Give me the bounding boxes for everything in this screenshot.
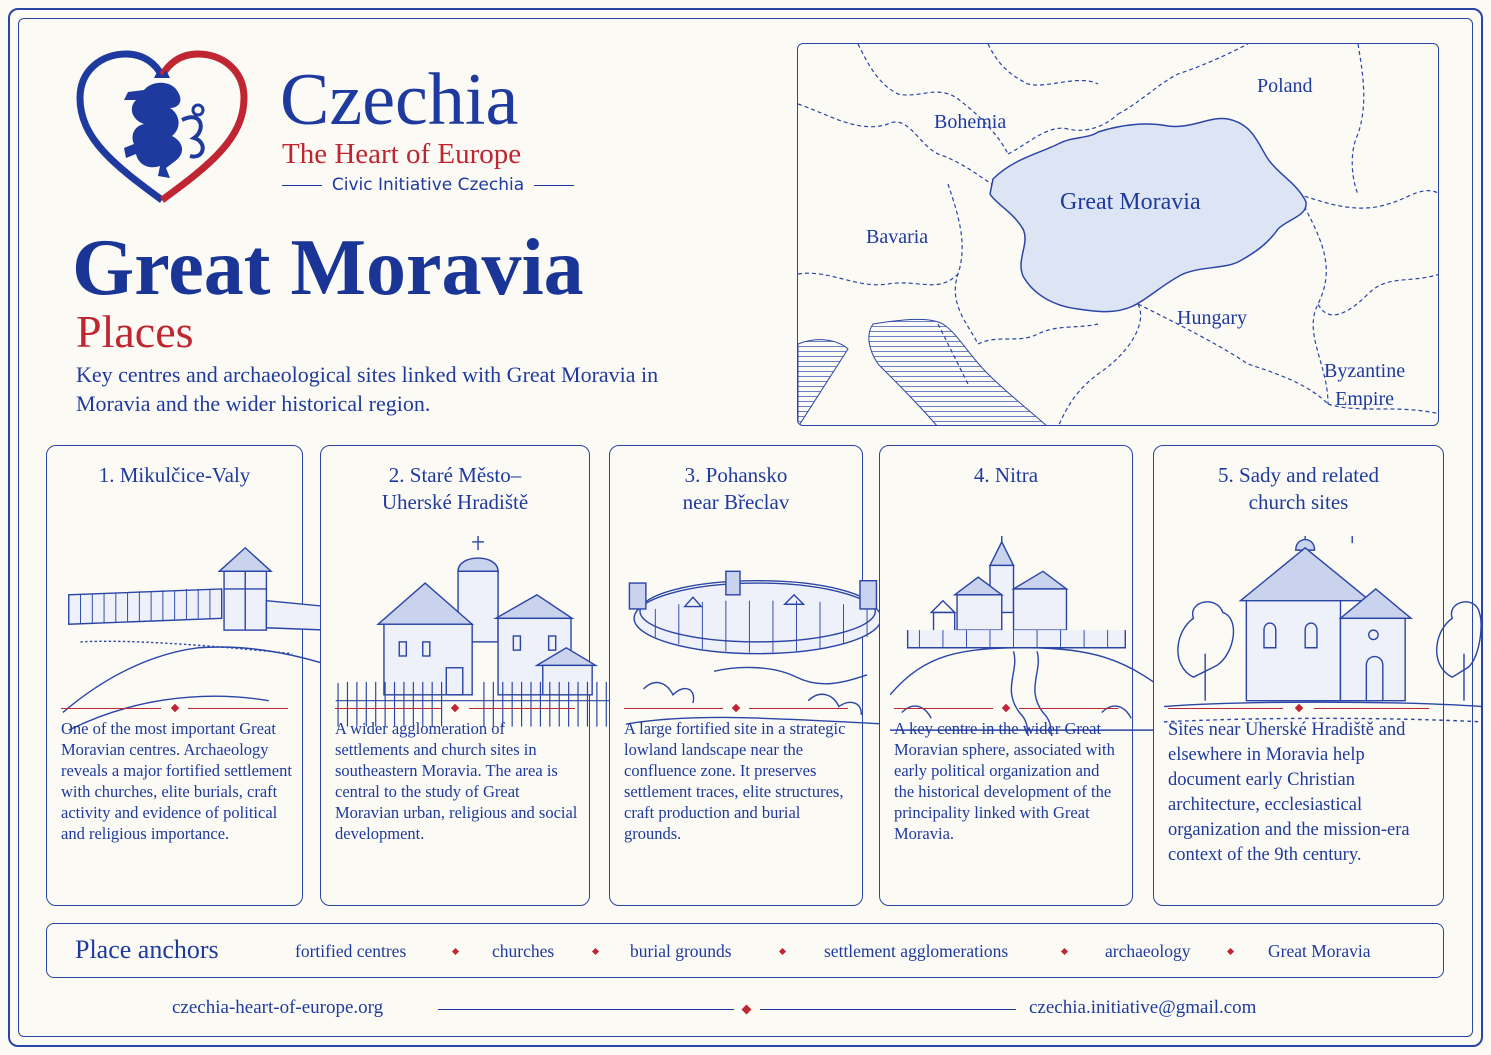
- anchor-item-churches: churches: [492, 941, 555, 961]
- place-card-title: [329, 462, 581, 516]
- place-title-line2: near Břeclav: [682, 490, 790, 514]
- place-title-line1: 4. Nitra: [973, 463, 1039, 487]
- anchor-separator: [592, 948, 599, 955]
- place-card-title: [55, 462, 294, 489]
- anchor-item-burial-grounds: burial grounds: [630, 941, 732, 961]
- card-divider: [894, 704, 1118, 714]
- page-title: Great Moravia: [72, 224, 584, 312]
- card-divider: [61, 704, 288, 714]
- org-rule-left: [282, 185, 322, 186]
- place-card-4: [879, 445, 1133, 906]
- place-title-line2: church sites: [1248, 490, 1349, 514]
- place-anchors-bar: [46, 923, 1444, 978]
- anchor-separator: [779, 948, 786, 955]
- map-label-bohemia: Bohemia: [934, 111, 1007, 133]
- place-card-title: [1162, 462, 1435, 516]
- place-card-title: [618, 462, 854, 516]
- card-divider: [335, 704, 575, 714]
- anchor-separator: [1227, 948, 1234, 955]
- footer-website-link[interactable]: czechia-heart-of-europe.org: [172, 997, 384, 1018]
- anchor-item-fortified-centres: fortified centres: [295, 941, 407, 961]
- map-label-great-moravia: Great Moravia: [1060, 189, 1201, 215]
- organization-name: Civic Initiative Czechia: [331, 175, 525, 195]
- card-divider: [1168, 704, 1429, 714]
- map-label-bavaria: Bavaria: [866, 226, 929, 248]
- footer-rule-left: [438, 1009, 734, 1010]
- place-card-5: [1153, 445, 1444, 906]
- place-title-line1: 1. Mikulčice-Valy: [98, 463, 251, 487]
- place-title-line1: 3. Pohansko: [684, 463, 788, 487]
- place-description: One of the most important Great Moravian centres. Archaeology reveals a major fortified settlement with churches, elite burials, craft activity and evidence of political and religious importance.: [61, 719, 292, 843]
- map-label-byzantine-line2: Empire: [1335, 388, 1394, 410]
- anchors-title: Place anchors: [75, 935, 219, 964]
- place-description: A key centre in the wider Great Moravian sphere, associated with early political organization and the historical development of the principality linked with Great Moravia.: [894, 719, 1115, 843]
- anchor-item-settlement-agglomerations: settlement agglomerations: [824, 941, 1009, 961]
- anchor-separator: [452, 948, 459, 955]
- brand-organization: [282, 173, 574, 197]
- place-title-line2: Uherské Hradiště: [381, 490, 529, 514]
- place-description: A large fortified site in a strategic lowland landscape near the confluence zone. It preserves settlement traces, elite structures, craft production and burial grounds.: [624, 719, 846, 843]
- heart-lion-logo-icon: [74, 50, 250, 210]
- place-card-title: [888, 462, 1124, 489]
- place-description: Sites near Uherské Hradiště and elsewhere in Moravia help document early Christian architecture, ecclesiastical organization and the mission-era context of the 9th century.: [1168, 720, 1410, 865]
- historical-map: [797, 43, 1439, 426]
- place-title-line1: 2. Staré Město–: [388, 463, 522, 487]
- anchor-separator: [1061, 948, 1068, 955]
- card-divider: [624, 704, 848, 714]
- page-subtitle: Places: [76, 306, 194, 357]
- map-label-byzantine-line1: Byzantine: [1324, 360, 1406, 382]
- map-label-hungary: Hungary: [1177, 307, 1247, 329]
- brand-title: Czechia: [280, 59, 519, 141]
- anchor-item-archaeology: archaeology: [1105, 941, 1191, 961]
- place-description: A wider agglomeration of settlements and church sites in southeastern Moravia. The area is central to the study of Great Moravian urban, religious and social development.: [335, 719, 578, 843]
- map-label-poland: Poland: [1257, 75, 1313, 97]
- org-rule-right: [534, 185, 574, 186]
- anchor-item-great-moravia: Great Moravia: [1268, 941, 1371, 961]
- footer-email-link[interactable]: czechia.initiative@gmail.com: [1029, 997, 1257, 1018]
- intro-text: Key centres and archaeological sites linked with Great Moravia in Moravia and the wider historical region.: [76, 362, 659, 416]
- brand-subtitle: The Heart of Europe: [282, 138, 522, 170]
- place-card-3: [609, 445, 863, 906]
- map-label-byzantine: [1324, 357, 1405, 413]
- footer-rule-right: [760, 1009, 1016, 1010]
- place-title-line1: 5. Sady and related: [1218, 463, 1379, 487]
- place-card-2: [320, 445, 590, 906]
- place-card-1: [46, 445, 303, 906]
